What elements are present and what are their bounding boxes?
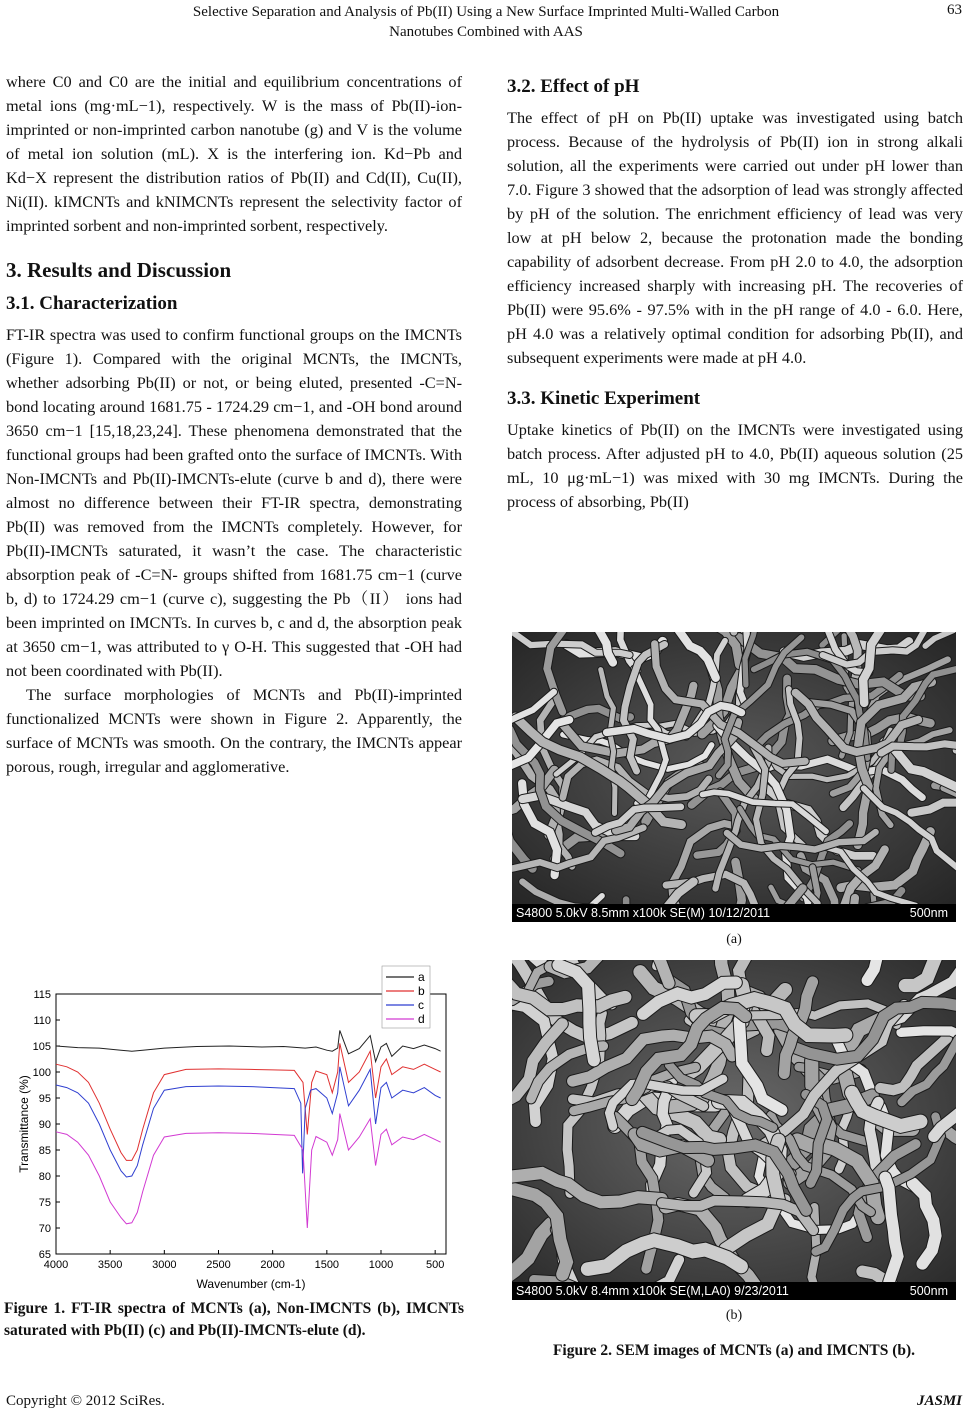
y-tick-label: 80 <box>38 1171 51 1183</box>
footer-copyright: Copyright © 2012 SciRes. <box>6 1393 165 1409</box>
y-tick-label: 65 <box>38 1249 51 1261</box>
y-tick-label: 105 <box>32 1041 51 1053</box>
subsection-heading-kinetic: 3.3. Kinetic Experiment <box>507 388 701 409</box>
y-axis-label: Transmittance (%) <box>17 1075 31 1173</box>
series-line-c <box>56 1067 441 1177</box>
x-axis-label: Wavenumber (cm-1) <box>196 1277 306 1291</box>
figure1-chart <box>16 962 462 1294</box>
sem-b-scale: 500nm <box>909 1284 948 1298</box>
figure2-caption: Figure 2. SEM images of MCNTs (a) and IMCNTS (b). <box>552 1342 916 1359</box>
y-tick-label: 75 <box>38 1197 51 1209</box>
sem-image-b <box>512 960 956 1300</box>
paragraph-ftir: FT-IR spectra was used to confirm functional groups on the IMCNTs (Figure 1). Compared with the original MCNTs, the IMCNTs, whether adsorbing Pb(II) or not, or being eluted, presented -C=N- bond locating around 1681.75 - 1724.29 cm−1, and -OH bond around 3650 cm−1 [15,18,23,24]. These phenomena demonstrated that the functional groups had been grafted onto the surface of IMCNTs. With Non-IMCNTs and Pb(II)-IMCNTs-elute (curve b and d), there were almost no difference between their FT-IR spectra, demonstrating Pb(II) was removed from the IMCNTs completely. However, for Pb(II)-IMCNTs saturated, it wasn’t the case. The characteristic absorption peak of -C=N- groups shifted from 1681.75 cm−1 (curve b, d) to 1724.29 cm−1 (curve c), suggesting the Pb（II） ions had been imprinted on IMCNTs. In curves b, c and d, the absorption peak at 3650 cm−1, was attributed to γ O-H. This suggested that -OH had not been coordinated with Pb(II). <box>6 325 462 680</box>
ftir-chart-svg <box>16 962 462 1294</box>
paragraph-morphology: The surface morphologies of MCNTs and Pb(II)-imprinted functionalized MCNTs were shown in Figure 2. Apparently, the surface of MCNTs was smooth. On the contrary, the IMCNTs appear porous, rough, irregular and agglomerative. <box>6 685 462 776</box>
legend-label-a: a <box>418 970 425 984</box>
footer-journal: JASMI <box>916 1393 962 1409</box>
x-tick-label: 1000 <box>368 1259 394 1271</box>
x-tick-label: 3500 <box>97 1259 123 1271</box>
y-tick-label: 110 <box>33 1015 51 1027</box>
paragraph-ph: The effect of pH on Pb(II) uptake was investigated using batch process. Because of the hydrolysis of Pb(II) ion in strong alkali solution, all the experiments were carried out under pH lower than 7.0. Figure 3 showed that the adsorption of lead was strongly affected by pH of the solution. The enrichment efficiency of lead was very low at pH below 2, because the protonation made the bonding capability of adsorbent decrease. From pH 2.0 to 4.0, the adsorption efficiency increased sharply with increasing pH. The recoveries of Pb(II) were 95.6% - 97.5% with in the pH range of 4.0 - 6.0. Here, pH 4.0 was a relatively optimal condition for adsorbing Pb(II), and subsequent experiments were made at pH 4.0. <box>507 108 963 367</box>
x-tick-label: 500 <box>425 1259 445 1271</box>
y-tick-label: 100 <box>32 1067 51 1079</box>
legend-label-c: c <box>418 998 424 1012</box>
left-column <box>6 70 462 779</box>
legend-label-d: d <box>418 1012 425 1026</box>
figure1-caption: Figure 1. FT-IR spectra of MCNTs (a), Non-IMCNTS (b), IMCNTs saturated with Pb(II) (c) and Pb(II)-IMCNTs-elute (d). <box>4 1300 464 1339</box>
x-tick-label: 4000 <box>43 1259 69 1271</box>
sem-a-info: S4800 5.0kV 8.5mm x100k SE(M) 10/12/2011 <box>516 906 771 920</box>
running-header <box>0 2 972 42</box>
subsection-heading-characterization: 3.1. Characterization <box>6 293 178 314</box>
sem-texture-b <box>512 960 956 1282</box>
y-tick-label: 90 <box>38 1119 51 1131</box>
sem-b-info: S4800 5.0kV 8.4mm x100k SE(M,LA0) 9/23/2011 <box>516 1284 789 1298</box>
sem-image-a <box>512 632 956 922</box>
sem-a-databar <box>512 904 956 922</box>
sem-b-label: (b) <box>725 1308 743 1323</box>
sem-texture-a <box>512 632 956 904</box>
subsection-heading-ph: 3.2. Effect of pH <box>507 76 640 97</box>
paragraph-definitions: where C0 and C0 are the initial and equilibrium concentrations of metal ions (mg·mL−1), respectively. W is the mass of Pb(II)-ion-imprinted or non-imprinted carbon nanotube (g) and V is the volume of metal ion solution (mL). X is the interfering ion. Kd−Pb and Kd−X represent the distribution ratios of Pb(II) and Cd(II), Cu(II), Ni(II). kIMCNTs and kNIMCNTs represent the selectivity factor of imprinted sorbent and non-imprinted sorbent, respectively. <box>6 72 462 235</box>
series-line-d <box>56 1114 441 1228</box>
y-tick-label: 70 <box>38 1223 51 1235</box>
running-header-line1: Selective Separation and Analysis of Pb(II) Using a New Surface Imprinted Multi-Walled Carbon <box>192 4 780 20</box>
x-tick-label: 2000 <box>260 1259 285 1271</box>
y-tick-label: 85 <box>38 1145 51 1157</box>
running-header-line2: Nanotubes Combined with AAS <box>389 24 583 40</box>
right-column <box>507 70 963 514</box>
sem-a-label: (a) <box>726 932 742 947</box>
section-heading-results: 3. Results and Discussion <box>6 258 232 282</box>
plot-frame <box>56 994 446 1254</box>
x-tick-label: 1500 <box>314 1259 340 1271</box>
series-line-b <box>56 1043 441 1160</box>
y-tick-label: 115 <box>33 989 51 1001</box>
paragraph-kinetic: Uptake kinetics of Pb(II) on the IMCNTs were investigated using batch process. After adjusted pH to 4.0, Pb(II) aqueous solution (25 mL, 10 μg·mL−1) was mixed with 30 mg IMCNTs. During the process of absorbing, Pb(II) <box>507 420 963 511</box>
x-tick-label: 3000 <box>152 1259 177 1271</box>
series-line-a <box>56 1030 441 1061</box>
sem-b-databar <box>512 1282 956 1300</box>
x-tick-label: 2500 <box>206 1259 231 1271</box>
y-tick-label: 95 <box>38 1093 51 1105</box>
page-number: 63 <box>947 2 962 18</box>
legend-label-b: b <box>418 984 425 998</box>
sem-a-scale: 500nm <box>909 906 948 920</box>
